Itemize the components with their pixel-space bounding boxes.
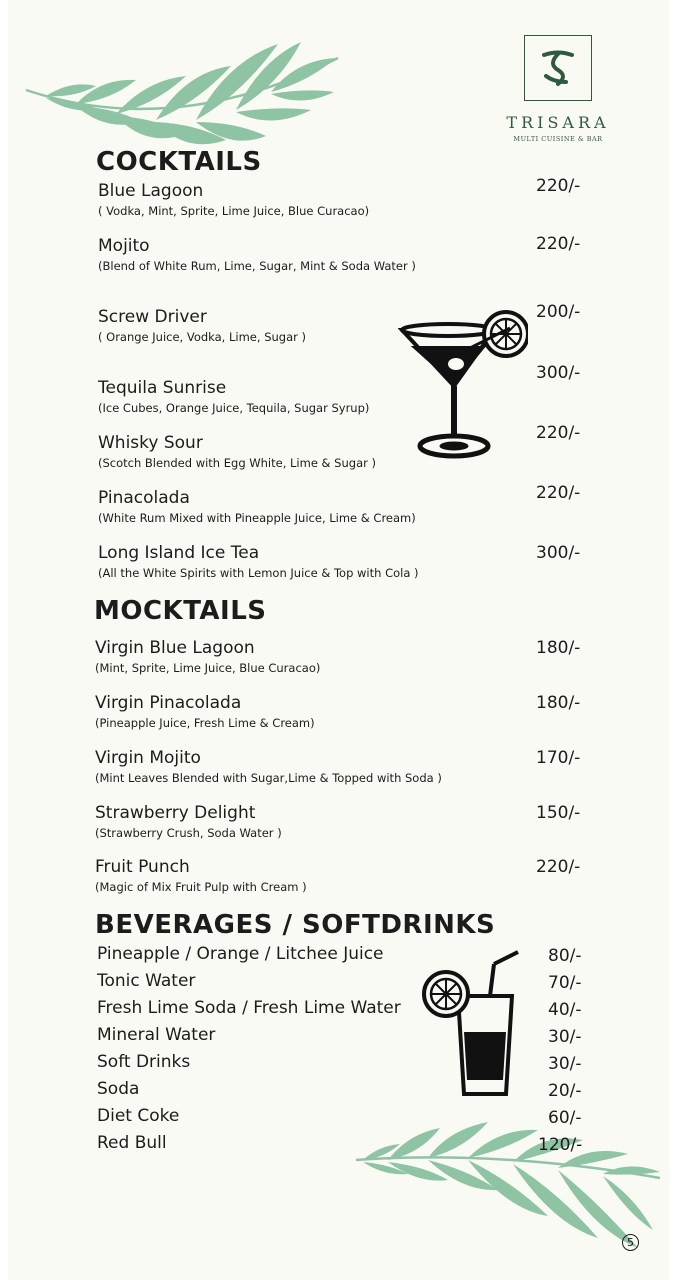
menu-item: [8, 693, 669, 733]
beverage-row: [8, 1052, 669, 1076]
page-number-text: 5: [627, 1236, 634, 1249]
juice-glass-icon: [420, 944, 532, 1100]
beverage-row: [8, 1025, 669, 1049]
item-price: 170/-: [536, 748, 581, 768]
item-price: 220/-: [536, 857, 581, 877]
trisara-logo-icon: [524, 35, 592, 101]
item-name: Blue Lagoon: [98, 181, 204, 201]
beverage-row: [8, 944, 669, 968]
item-name: Mojito: [98, 236, 150, 256]
item-desc: (Mint, Sprite, Lime Juice, Blue Curacao): [95, 661, 321, 675]
item-name: Whisky Sour: [98, 433, 203, 453]
beverage-name: Pineapple / Orange / Litchee Juice: [97, 944, 384, 964]
item-desc: (White Rum Mixed with Pineapple Juice, Lime & Cream): [98, 511, 416, 525]
item-name: Strawberry Delight: [95, 803, 256, 823]
menu-item: [8, 748, 669, 788]
item-desc: (All the White Spirits with Lemon Juice & Top with Cola ): [98, 566, 419, 580]
item-price: 220/-: [536, 483, 581, 503]
beverage-name: Soda: [97, 1079, 140, 1099]
item-desc: ( Vodka, Mint, Sprite, Lime Juice, Blue Curacao): [98, 204, 370, 218]
beverage-price: 30/-: [548, 1027, 582, 1047]
item-desc: (Blend of White Rum, Lime, Sugar, Mint & Soda Water ): [98, 259, 416, 273]
item-price: 200/-: [536, 302, 581, 322]
item-price: 150/-: [536, 803, 581, 823]
item-name: Virgin Blue Lagoon: [95, 638, 255, 658]
menu-item: [8, 423, 669, 473]
menu-item: [8, 483, 669, 528]
page-number: [622, 1234, 639, 1251]
menu-item: [8, 176, 669, 221]
item-name: Screw Driver: [98, 307, 207, 327]
item-price: 180/-: [536, 638, 581, 658]
item-desc: (Ice Cubes, Orange Juice, Tequila, Sugar Syrup): [98, 401, 370, 415]
item-desc: (Scotch Blended with Egg White, Lime & Sugar ): [98, 456, 376, 470]
mocktails-heading: MOCKTAILS: [94, 596, 267, 626]
item-name: Pinacolada: [98, 488, 190, 508]
item-desc: (Pineapple Juice, Fresh Lime & Cream): [95, 716, 315, 730]
menu-item: [8, 638, 669, 678]
item-desc: ( Orange Juice, Vodka, Lime, Sugar ): [98, 330, 306, 344]
menu-item: [8, 236, 669, 276]
menu-item: [8, 857, 669, 897]
beverage-price: 20/-: [548, 1081, 582, 1101]
beverage-name: Fresh Lime Soda / Fresh Lime Water: [97, 998, 401, 1018]
item-price: 300/-: [536, 363, 581, 383]
brand-tagline: MULTI CUISINE & BAR: [513, 135, 603, 143]
item-name: Tequila Sunrise: [98, 378, 227, 398]
beverage-row: [8, 998, 669, 1022]
item-price: 300/-: [536, 543, 581, 563]
item-desc: (Magic of Mix Fruit Pulp with Cream ): [95, 880, 307, 894]
item-name: Virgin Pinacolada: [95, 693, 242, 713]
beverage-price: 70/-: [548, 973, 582, 993]
beverage-price: 120/-: [538, 1135, 583, 1155]
beverage-price: 60/-: [548, 1108, 582, 1128]
brand-name: TRISARA: [506, 113, 610, 132]
item-price: 220/-: [536, 234, 581, 254]
beverage-name: Red Bull: [97, 1133, 167, 1153]
leaf-top-icon: [16, 30, 346, 160]
item-desc: (Mint Leaves Blended with Sugar,Lime & Topped with Soda ): [95, 771, 442, 785]
martini-glass-icon: [398, 308, 528, 468]
menu-item: [8, 363, 669, 418]
beverage-row: [8, 971, 669, 995]
beverage-price: 80/-: [548, 946, 582, 966]
menu-item: [8, 302, 669, 347]
item-price: 220/-: [536, 176, 581, 196]
menu-page: [8, 0, 669, 1280]
item-price: 220/-: [536, 423, 581, 443]
beverage-name: Soft Drinks: [97, 1052, 191, 1072]
beverage-row: [8, 1133, 669, 1157]
item-price: 180/-: [536, 693, 581, 713]
menu-item: [8, 803, 669, 843]
menu-item: [8, 543, 669, 583]
beverage-price: 30/-: [548, 1054, 582, 1074]
beverage-name: Tonic Water: [97, 971, 196, 991]
item-name: Long Island Ice Tea: [98, 543, 260, 563]
beverage-price: 40/-: [548, 1000, 582, 1020]
beverages-heading: BEVERAGES / SOFTDRINKS: [95, 910, 496, 940]
beverage-row: [8, 1079, 669, 1103]
beverage-name: Diet Coke: [97, 1106, 180, 1126]
item-name: Fruit Punch: [95, 857, 190, 877]
item-name: Virgin Mojito: [95, 748, 201, 768]
beverage-name: Mineral Water: [97, 1025, 216, 1045]
item-desc: (Strawberry Crush, Soda Water ): [95, 826, 282, 840]
cocktails-heading: COCKTAILS: [96, 147, 262, 177]
